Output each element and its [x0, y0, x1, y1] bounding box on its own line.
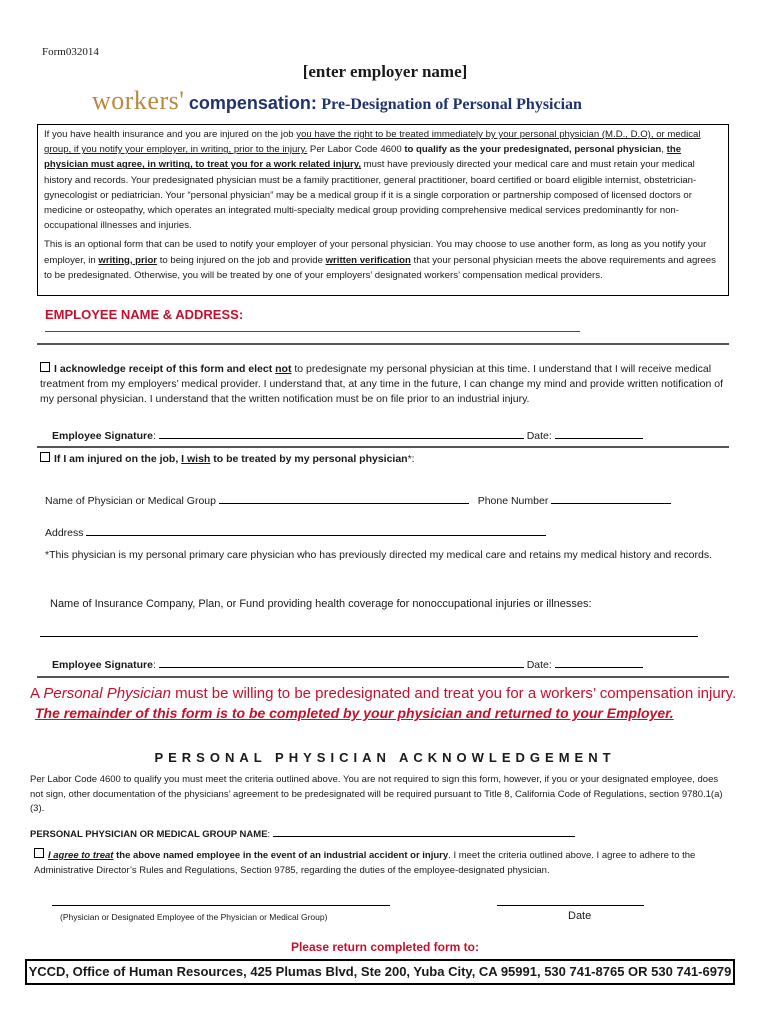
text: that your personal physician meets the above requirements and agrees to be predesignated. Otherwise, you will be treated by one of your employers’ designated workers’ compensation medical providers.	[44, 254, 716, 281]
agreement-statement	[34, 848, 729, 878]
text-bold-underlined: writing, prior	[98, 254, 158, 266]
text-bold: to qualify as the your predesignated, personal physician	[404, 144, 662, 156]
divider	[37, 676, 729, 678]
date-label: Date:	[526, 430, 552, 442]
divider	[37, 446, 729, 448]
signature-row-1: Employee Signature: Date:	[52, 428, 643, 444]
intro-paragraph-2	[44, 237, 722, 283]
physician-row	[45, 493, 671, 509]
text: ,	[661, 144, 667, 156]
text-bold-underlined: not	[275, 363, 292, 375]
signature-line[interactable]	[159, 428, 524, 439]
phone-label: Phone Number	[477, 495, 549, 507]
medical-group-label: PERSONAL PHYSICIAN OR MEDICAL GROUP NAME	[30, 829, 268, 840]
text-bold: I acknowledge receipt of this form and elect	[54, 363, 276, 375]
text: This is an optional form that can be used to notify your employer of your personal physician. You may choose to use another form, as long as you notify your employer, in	[44, 239, 707, 266]
insurance-line[interactable]	[40, 636, 698, 637]
option-predesignate	[40, 452, 415, 467]
employer-name-placeholder: [enter employer name]	[302, 62, 468, 81]
date-line[interactable]	[555, 657, 643, 668]
text: . I meet the criteria outlined above. I agree to adhere to the Administrative Director’s Rules and Regulations, Section 9785, regarding the duties of the employee-designated physician.	[34, 850, 696, 876]
return-address-box	[25, 959, 735, 985]
acknowledgement-paragraph: Per Labor Code 4600 to qualify you must meet the criteria outlined above. You are not required to sign this form, however, if you or your designated employee, does not sign, other documentation of the physicians’ agreement to be predesignated will be required pursuant to Title 8, California Code of Regulations, section 9780.1(a)(3).	[30, 774, 723, 814]
signature-label: Employee Signature	[52, 659, 153, 671]
title-compensation: compensation:	[188, 93, 317, 113]
completion-notice	[35, 705, 674, 721]
text-italic: Personal Physician	[43, 685, 171, 702]
signature-label: Employee Signature	[52, 430, 153, 442]
text-bold-underlined: the physician must agree, in writing, to treat you for a work related injury,	[44, 144, 682, 171]
title-rest: Pre-Designation of Personal Physician	[321, 96, 582, 113]
text: to predesignate my personal physician at this time. I understand that I will receive medical treatment from my employers’ medical provider. I understand that, at any time in the future, I can change my mind and provide written notification of my personal physician. I understand that the written notification must be on file prior to an industrial injury.	[40, 363, 724, 405]
signature-line[interactable]	[159, 657, 524, 668]
acknowledgement-title: PERSONAL PHYSICIAN ACKNOWLEDGEMENT	[154, 750, 616, 765]
return-label: Please return completed form to:	[290, 940, 480, 954]
employee-name-address-line[interactable]	[45, 331, 580, 332]
decline-checkbox[interactable]	[40, 362, 50, 372]
divider	[37, 343, 729, 345]
address-row	[45, 525, 546, 541]
address-line[interactable]	[86, 525, 546, 536]
text: If you have health insurance and you are injured on the job	[44, 129, 297, 140]
date-caption: Date	[568, 910, 592, 922]
text-underlined: you have the right to be treated immediately by your personal physician (M.D., D.O), or medical group, if you notify your employer, in writing, prior to the injury.	[44, 129, 701, 156]
physician-line[interactable]	[219, 493, 469, 504]
text-bold-italic: I agree to treat	[48, 850, 114, 861]
insurance-label: Name of Insurance Company, Plan, or Fund providing health coverage for nonoccupational injuries or illnesses:	[50, 598, 592, 610]
title-workers: workers'	[92, 86, 185, 115]
date-line[interactable]	[555, 428, 643, 439]
page-title	[92, 86, 582, 116]
physician-footnote: *This physician is my personal primary care physician who has previously directed my medical care and retains my medical history and records.	[45, 549, 713, 561]
text-bold: to be treated by my personal physician	[210, 453, 408, 465]
medical-group-row: PERSONAL PHYSICIAN OR MEDICAL GROUP NAME:	[30, 826, 575, 843]
intro-box	[37, 124, 729, 296]
text: must have previously directed your medical care and must retain your medical history and records. Your predesignated physician must be a family practitioner, general practitioner, board certified or board eligible internist, obstetrician-gynecologist or pediatrician. Your “personal physician” may be a medical group if it is a single corporation or partnership composed of licensed doctors or medicine or osteopathy, which operates an integrated multi-specialty medical group providing comprehensive medical services predominantly for non-occupational illnesses and injuries.	[44, 159, 697, 232]
predesignate-checkbox[interactable]	[40, 452, 50, 462]
physician-label: Name of Physician or Medical Group	[45, 495, 216, 507]
address-label: Address	[45, 527, 84, 539]
form-id: Form032014	[42, 46, 99, 58]
text-bold-underlined: written verification	[325, 254, 411, 266]
text-bold-underlined: I wish	[181, 453, 211, 465]
text: must be willing to be predesignated and treat you for a workers’ compensation injury.	[170, 685, 737, 702]
physician-date-line[interactable]	[497, 905, 644, 906]
text-bold: If I am injured on the job,	[54, 453, 182, 465]
employee-name-address-heading: EMPLOYEE NAME & ADDRESS:	[45, 307, 244, 322]
option-decline	[40, 362, 730, 407]
physician-signature-caption: (Physician or Designated Employee of the Physician or Medical Group)	[60, 912, 328, 922]
text: to being injured on the job and provide	[157, 254, 326, 266]
physician-signature-line[interactable]	[52, 905, 390, 906]
text: Per Labor Code 4600	[307, 144, 405, 156]
text: A	[30, 685, 44, 702]
phone-line[interactable]	[551, 493, 671, 504]
medical-group-line[interactable]	[273, 826, 575, 837]
text: The remainder of this form is to be completed by your physician and returned to your Employer.	[35, 705, 674, 721]
physician-notice	[30, 685, 736, 702]
return-address: YCCD, Office of Human Resources, 425 Plumas Blvd, Ste 200, Yuba City, CA 95991, 530 741-8765 OR 530 741-6979	[28, 964, 732, 979]
text: *:	[407, 453, 415, 465]
signature-row-2: Employee Signature: Date:	[52, 657, 643, 673]
text-bold: the above named employee in the event of an industrial accident or injury	[113, 850, 449, 861]
date-label: Date:	[526, 659, 552, 671]
agree-checkbox[interactable]	[34, 848, 44, 858]
intro-paragraph-1	[44, 127, 722, 233]
